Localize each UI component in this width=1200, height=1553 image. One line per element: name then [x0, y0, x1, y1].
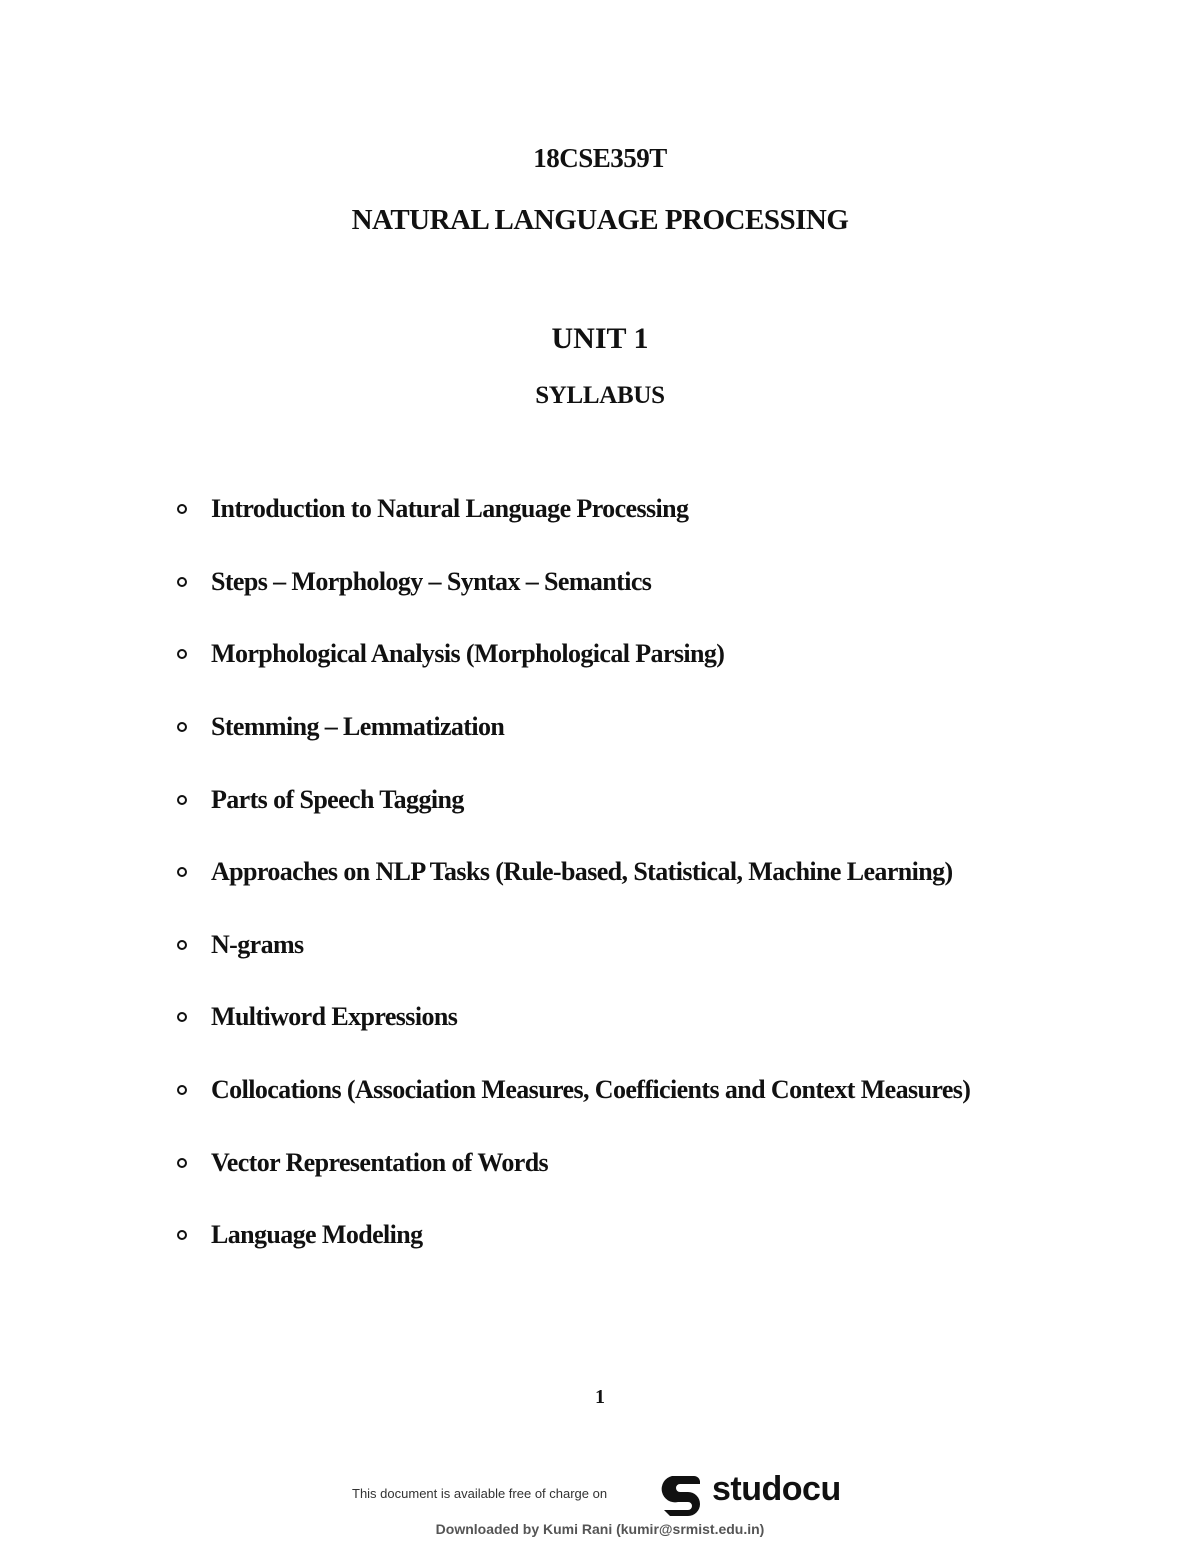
topic-item [0, 712, 1200, 752]
circle-bullet-icon [177, 1085, 187, 1095]
circle-bullet-icon [177, 649, 187, 659]
downloaded-by-notice: Downloaded by Kumi Rani (kumir@srmist.edu.in) [435, 1521, 765, 1537]
circle-bullet-icon [177, 1012, 187, 1022]
topic-item [0, 1220, 1200, 1260]
circle-bullet-icon [177, 940, 187, 950]
circle-bullet-icon [177, 722, 187, 732]
topic-item [0, 639, 1200, 679]
topic-text: Steps – Morphology – Syntax – Semantics [211, 567, 652, 596]
course-title: NATURAL LANGUAGE PROCESSING [351, 204, 849, 236]
topic-text: Morphological Analysis (Morphological Parsing) [211, 639, 725, 668]
circle-bullet-icon [177, 577, 187, 587]
topic-item [0, 494, 1200, 534]
topic-text: Multiword Expressions [211, 1002, 458, 1031]
topic-item [0, 1148, 1200, 1188]
studocu-logo-icon[interactable] [660, 1470, 706, 1516]
topic-item [0, 1075, 1200, 1115]
studocu-wordmark[interactable]: studocu [712, 1470, 841, 1508]
circle-bullet-icon [177, 1230, 187, 1240]
topic-text: Vector Representation of Words [211, 1148, 549, 1177]
topic-item [0, 930, 1200, 970]
circle-bullet-icon [177, 795, 187, 805]
topic-item [0, 857, 1200, 897]
topic-item [0, 567, 1200, 607]
course-code: 18CSE359T [533, 143, 667, 173]
topic-text: Introduction to Natural Language Processing [211, 494, 689, 523]
unit-title: UNIT 1 [551, 322, 649, 355]
page-number: 1 [595, 1386, 605, 1408]
topic-item [0, 1002, 1200, 1042]
circle-bullet-icon [177, 504, 187, 514]
circle-bullet-icon [177, 1158, 187, 1168]
topic-text: Stemming – Lemmatization [211, 712, 505, 741]
topic-text: Collocations (Association Measures, Coefficients and Context Measures) [211, 1075, 971, 1104]
availability-notice: This document is available free of charge on [352, 1486, 608, 1501]
topic-text: Approaches on NLP Tasks (Rule-based, Statistical, Machine Learning) [211, 857, 953, 886]
circle-bullet-icon [177, 867, 187, 877]
syllabus-heading: SYLLABUS [535, 382, 665, 409]
topic-text: Parts of Speech Tagging [211, 785, 464, 814]
topic-text: N-grams [211, 930, 304, 959]
topic-text: Language Modeling [211, 1220, 423, 1249]
topic-item [0, 785, 1200, 825]
